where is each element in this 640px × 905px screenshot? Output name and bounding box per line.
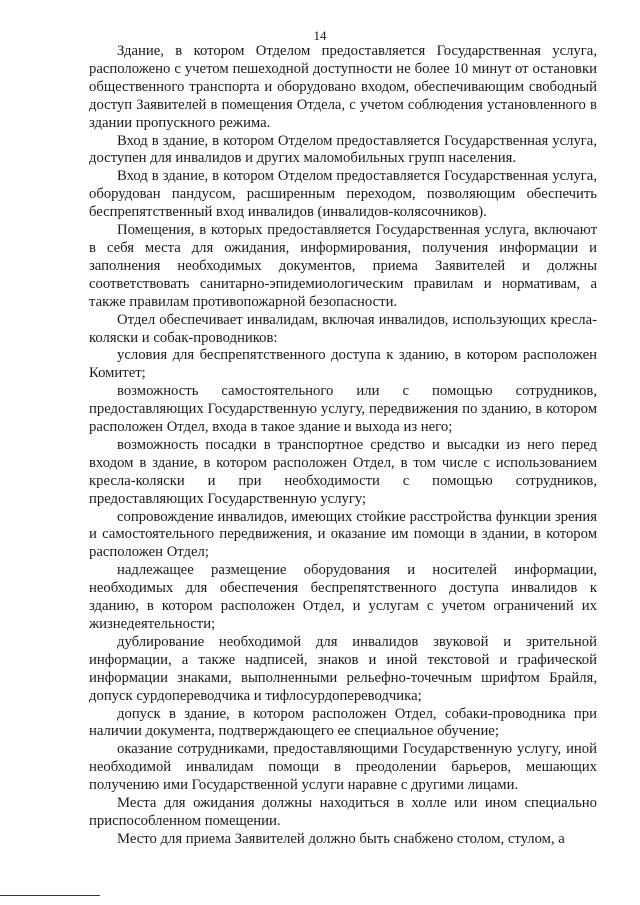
list-item-guide-dog: допуск в здание, в котором расположен Отдел, собаки-проводника при наличии документа, подтверждающего ее специальное обучение; (89, 705, 597, 740)
paragraph-reception-place: Место для приема Заявителей должно быть снабжено столом, стулом, а (117, 830, 565, 847)
paragraph-waiting-area: Места для ожидания должны находиться в холле или ином специально приспособленном помещении. (89, 795, 597, 829)
list-item-braille: дублирование необходимой для инвалидов звуковой и зрительной информации, а также надписей, знаков и иной текстовой и графической информации знаками, выполненными рельефно-точечным шрифтом Брайля, допуск сурдопереводчика и тифлосурдопереводчика; (89, 633, 597, 704)
paragraph-entrance-ramp: Вход в здание, в котором Отделом предоставляется Государственная услуга, оборудован пандусом, расширенным переходом, позволяющим обеспечить беспрепятственный вход инвалидов (инвалидов-колясочников). (89, 168, 597, 221)
paragraph-entrance-accessible: Вход в здание, в котором Отделом предоставляется Государственная услуга, доступен для инвалидов и других маломобильных групп населения. (89, 132, 597, 167)
paragraph-department-provides: Отдел обеспечивает инвалидам, включая инвалидов, использующих кресла-коляски и собак-проводников: (89, 311, 597, 346)
paragraph-premises: Помещения, в которых предоставляется Государственная услуга, включают в себя места для ожидания, информирования, получения информации и заполнения необходимых документов, приема Заявителей и должны соответствовать санитарно-эпидемиологическим правилам и нормативам, а также правилам противопожарной безопасности. (89, 222, 597, 310)
footer-rule (0, 895, 100, 896)
list-item-equipment: надлежащее размещение оборудования и носителей информации, необходимых для обеспечения беспрепятственного доступа инвалидов к зданию, в котором расположен Отдел, и услугам с учетом ограничений их жизнедеятельности; (89, 562, 597, 632)
list-item-transport: возможность посадки в транспортное средство и высадки из него перед входом в здание, в котором расположен Отдел, в том числе с использованием кресла-коляски и при необходимости с помощью сотрудников, предоставляющих Государственную услугу; (89, 436, 597, 507)
document-body (89, 43, 597, 849)
list-item-movement: возможность самостоятельного или с помощью сотрудников, предоставляющих Государственную услугу, передвижения по зданию, в котором расположен Отдел, входа в такое здание и выхода из него; (89, 383, 597, 436)
page-number: 14 (313, 28, 327, 43)
list-item-escort: сопровождение инвалидов, имеющих стойкие расстройства функции зрения и самостоятельного передвижения, и оказание им помощи в здании, в котором расположен Отдел; (89, 508, 597, 561)
list-item-assistance: оказание сотрудниками, предоставляющими Государственную услугу, иной необходимой инвалидам помощи в преодолении барьеров, мешающих получению ими Государственной услуги наравне с другими лицами. (89, 741, 597, 794)
paragraph-building-location: Здание, в котором Отделом предоставляется Государственная услуга, расположено с учетом пешеходной доступности не более 10 минут от остановки общественного транспорта и оборудовано входом, обеспечивающим свободный доступ Заявителей в помещения Отдела, с учетом соблюдения установленного в здании пропускного режима. (89, 43, 597, 131)
list-item-access-conditions: условия для беспрепятственного доступа к зданию, в котором расположен Комитет; (89, 347, 597, 382)
